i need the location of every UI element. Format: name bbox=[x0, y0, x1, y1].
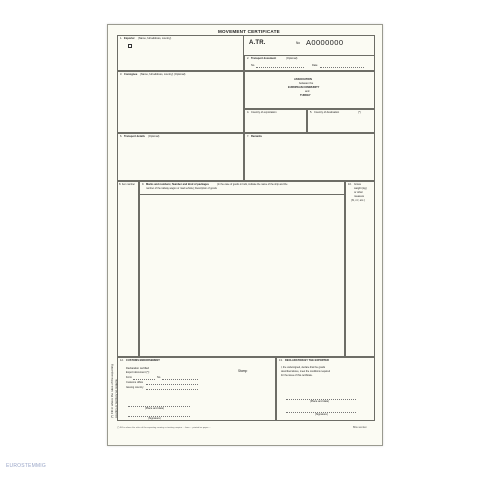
form-title: MOVEMENT CERTIFICATE bbox=[218, 29, 280, 34]
field-2-date: Date bbox=[312, 64, 318, 67]
field-2-date-line bbox=[320, 67, 364, 68]
field-exporter[interactable] bbox=[117, 35, 244, 71]
field-10-number: 10. bbox=[348, 183, 352, 186]
field-remarks[interactable] bbox=[244, 133, 375, 181]
field-6-number: 6. bbox=[120, 135, 123, 138]
association-line-4: and bbox=[305, 90, 310, 93]
association-line-5: TURKEY bbox=[300, 94, 311, 97]
field-13-text-3: for the issue of this certificate. bbox=[281, 374, 313, 377]
exporter-checkbox[interactable] bbox=[128, 44, 132, 48]
field-2-number: 2. bbox=[247, 57, 250, 60]
watermark: EUROSTEMMIG bbox=[6, 463, 46, 469]
field-3-hint: (Name, full address, country) (Optional) bbox=[140, 73, 186, 76]
serial-number: A0000000 bbox=[306, 38, 344, 47]
field-12-no: No bbox=[157, 376, 161, 379]
field-3-number: 3. bbox=[120, 73, 123, 76]
field-2-hint: (Optional) bbox=[286, 57, 298, 60]
field-gross-weight[interactable] bbox=[345, 181, 375, 357]
field-10-line-2: weight (kg) bbox=[354, 187, 367, 190]
field-10-line-5: (hl, m³, etc.) bbox=[351, 199, 365, 202]
field-13-place-date: (Place and date) bbox=[310, 400, 330, 403]
field-9-hint-2: number of the railway wagon or road vehicle); Description of goods bbox=[146, 187, 217, 190]
field-12-declaration: Declaration certified bbox=[126, 367, 149, 370]
side-note-2: country or territory so require. bbox=[113, 378, 118, 418]
association-block bbox=[244, 71, 375, 109]
field-6-label: Transport details bbox=[124, 135, 145, 138]
field-12-no-line bbox=[162, 379, 198, 380]
side-note-1: (*) Fill in where the rules of the exporting bbox=[110, 364, 114, 418]
association-line-1: ASSOCIATION bbox=[294, 78, 312, 81]
field-1-hint: (Name, full address, country) bbox=[138, 37, 172, 40]
field-2-no: No bbox=[251, 64, 255, 67]
field-2-label: Transport document bbox=[251, 57, 277, 60]
field-7-label: Remarks bbox=[251, 135, 262, 138]
association-line-3: EUROPEAN COMMUNITY bbox=[288, 86, 320, 89]
field-12-number: 12. bbox=[120, 359, 124, 362]
field-12-place-date: (Place and date) bbox=[145, 407, 165, 410]
field-transport-details[interactable] bbox=[117, 133, 244, 181]
field-consignee[interactable] bbox=[117, 71, 244, 133]
field-4-label: Country of exportation bbox=[251, 111, 277, 114]
field-12-label: CUSTOMS ENDORSEMENT bbox=[126, 359, 160, 362]
serial-no-label: No bbox=[296, 41, 301, 45]
field-9-label: Marks and numbers; Number and kind of packages bbox=[146, 183, 209, 186]
field-9-hint-1: (In the case of goods in bulk, indicate the name of the ship and the bbox=[217, 183, 288, 186]
field-12-country-line bbox=[146, 389, 198, 390]
field-3-label: Consignee bbox=[124, 73, 138, 76]
field-12-form-line bbox=[133, 379, 155, 380]
field-5-number: 5. bbox=[310, 111, 313, 114]
footer-note: (*) Fill in where the rules of the exporting country or territory require ... form ... printed on paper ... bbox=[117, 427, 211, 429]
field-5-hint: (*) bbox=[358, 111, 361, 114]
field-8-label: Item number bbox=[122, 184, 135, 186]
field-10-line-4: measure bbox=[354, 195, 365, 198]
field-13-signature: (Signature) bbox=[315, 413, 328, 416]
atr-label: A.TR. bbox=[249, 40, 266, 46]
movement-certificate-form bbox=[107, 24, 383, 446]
field-13-text-2: described above, meet the conditions required bbox=[281, 370, 331, 373]
field-12-office-line bbox=[146, 384, 198, 385]
field-goods-description[interactable] bbox=[139, 181, 345, 357]
field-12-stamp: Stamp bbox=[238, 369, 248, 373]
field-13-text-1: I, the undersigned, declare that the goods bbox=[281, 366, 326, 369]
field-7-number: 7. bbox=[247, 135, 250, 138]
footer-turn-over: Bitte wenden bbox=[353, 426, 367, 429]
field-item-number[interactable] bbox=[117, 181, 139, 357]
field-12-signature: (Signature) bbox=[148, 417, 161, 420]
field-1-number: 1. bbox=[120, 37, 123, 40]
field-10-line-1: Gross bbox=[354, 183, 361, 186]
field-4-number: 4. bbox=[247, 111, 250, 114]
field-13-label: DECLARATION BY THE EXPORTER bbox=[285, 359, 329, 362]
field-13-number: 13. bbox=[279, 359, 283, 362]
field-6-hint: (Optional) bbox=[148, 135, 160, 138]
field-5-label: Country of destination bbox=[314, 111, 340, 114]
goods-header-rule bbox=[139, 194, 345, 195]
field-12-office: Customs office bbox=[126, 381, 144, 384]
field-9-number: 9. bbox=[142, 183, 145, 186]
field-12-country: Issuing country bbox=[126, 386, 144, 389]
field-10-line-3: or other bbox=[354, 191, 363, 194]
association-line-2: between the bbox=[299, 82, 314, 85]
field-8-number: 8. bbox=[119, 183, 122, 186]
field-1-label: Exporter bbox=[124, 37, 135, 40]
field-2-no-line bbox=[256, 67, 304, 68]
field-12-export-doc: Export document (*): bbox=[126, 371, 150, 374]
field-12-form: Form bbox=[126, 376, 133, 379]
